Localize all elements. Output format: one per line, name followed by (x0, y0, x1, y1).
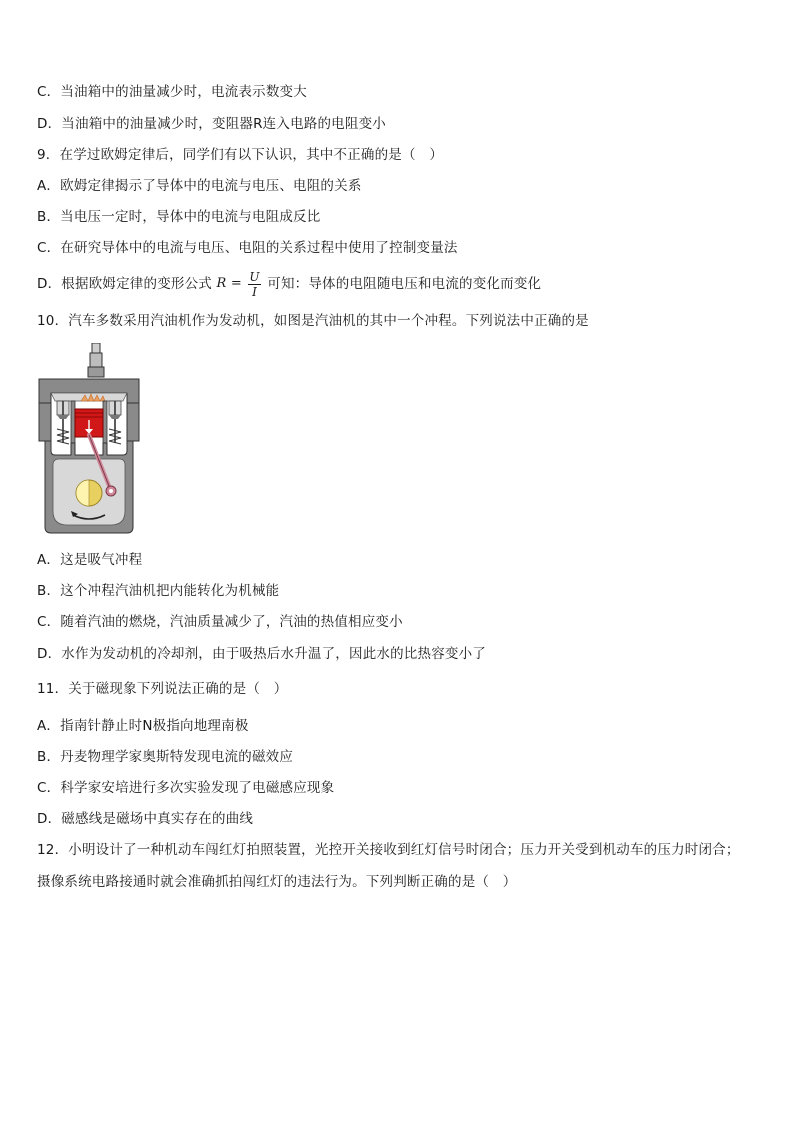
option-d-q8: D．当油箱中的油量减少时，变阻器R连入电路的电阻变小 (37, 116, 386, 132)
option-d-q11: D．磁感线是磁场中真实存在的曲线 (37, 811, 254, 827)
option-c-q10: C．随着汽油的燃烧，汽油质量减少了，汽油的热值相应变小 (37, 614, 403, 630)
piston (75, 409, 103, 437)
formula-lhs: R = (216, 276, 242, 291)
option-a-q11: A．指南针静止时N极指向地理南极 (37, 718, 249, 734)
question-12-line-2: 摄像系统电路接通时就会准确抓拍闯红灯的违法行为。下列判断正确的是（ ） (37, 874, 517, 890)
option-d-q9-suffix: 可知：导体的电阻随电压和电流的变化而变化 (267, 276, 542, 292)
option-b-q9: B．当电压一定时，导体中的电流与电阻成反比 (37, 209, 321, 225)
option-c-q8: C．当油箱中的油量减少时，电流表示数变大 (37, 84, 307, 100)
question-12-line-1: 12．小明设计了一种机动车闯红灯拍照装置，光控开关接收到红灯信号时闭合；压力开关受到机动车的压力时闭合； (37, 842, 740, 858)
option-c-q9: C．在研究导体中的电流与电压、电阻的关系过程中使用了控制变量法 (37, 240, 458, 256)
formula-fraction (248, 270, 260, 299)
spark-plug-icon (88, 343, 104, 377)
option-d-q9 (37, 266, 541, 302)
option-b-q10: B．这个冲程汽油机把内能转化为机械能 (37, 583, 280, 599)
crankshaft (76, 480, 102, 506)
option-b-q11: B．丹麦物理学家奥斯特发现电流的磁效应 (37, 749, 294, 765)
option-a-q10: A．这是吸气冲程 (37, 552, 143, 568)
option-a-q9: A．欧姆定律揭示了导体中的电流与电压、电阻的关系 (37, 178, 362, 194)
engine-diagram (37, 343, 141, 535)
question-10: 10．汽车多数采用汽油机作为发动机，如图是汽油机的其中一个冲程。下列说法中正确的是 (37, 313, 589, 329)
option-d-q10: D．水作为发动机的冷却剂，由于吸热后水升温了，因此水的比热容变小了 (37, 646, 486, 662)
formula-denominator: I (252, 284, 258, 299)
question-11: 11．关于磁现象下列说法正确的是（ ） (37, 681, 288, 697)
question-9: 9．在学过欧姆定律后，同学们有以下认识，其中不正确的是（ ） (37, 147, 444, 163)
formula-numerator: U (249, 269, 260, 284)
option-d-q9-prefix: D．根据欧姆定律的变形公式 (37, 276, 212, 292)
option-c-q11: C．科学家安培进行多次实验发现了电磁感应现象 (37, 780, 335, 796)
